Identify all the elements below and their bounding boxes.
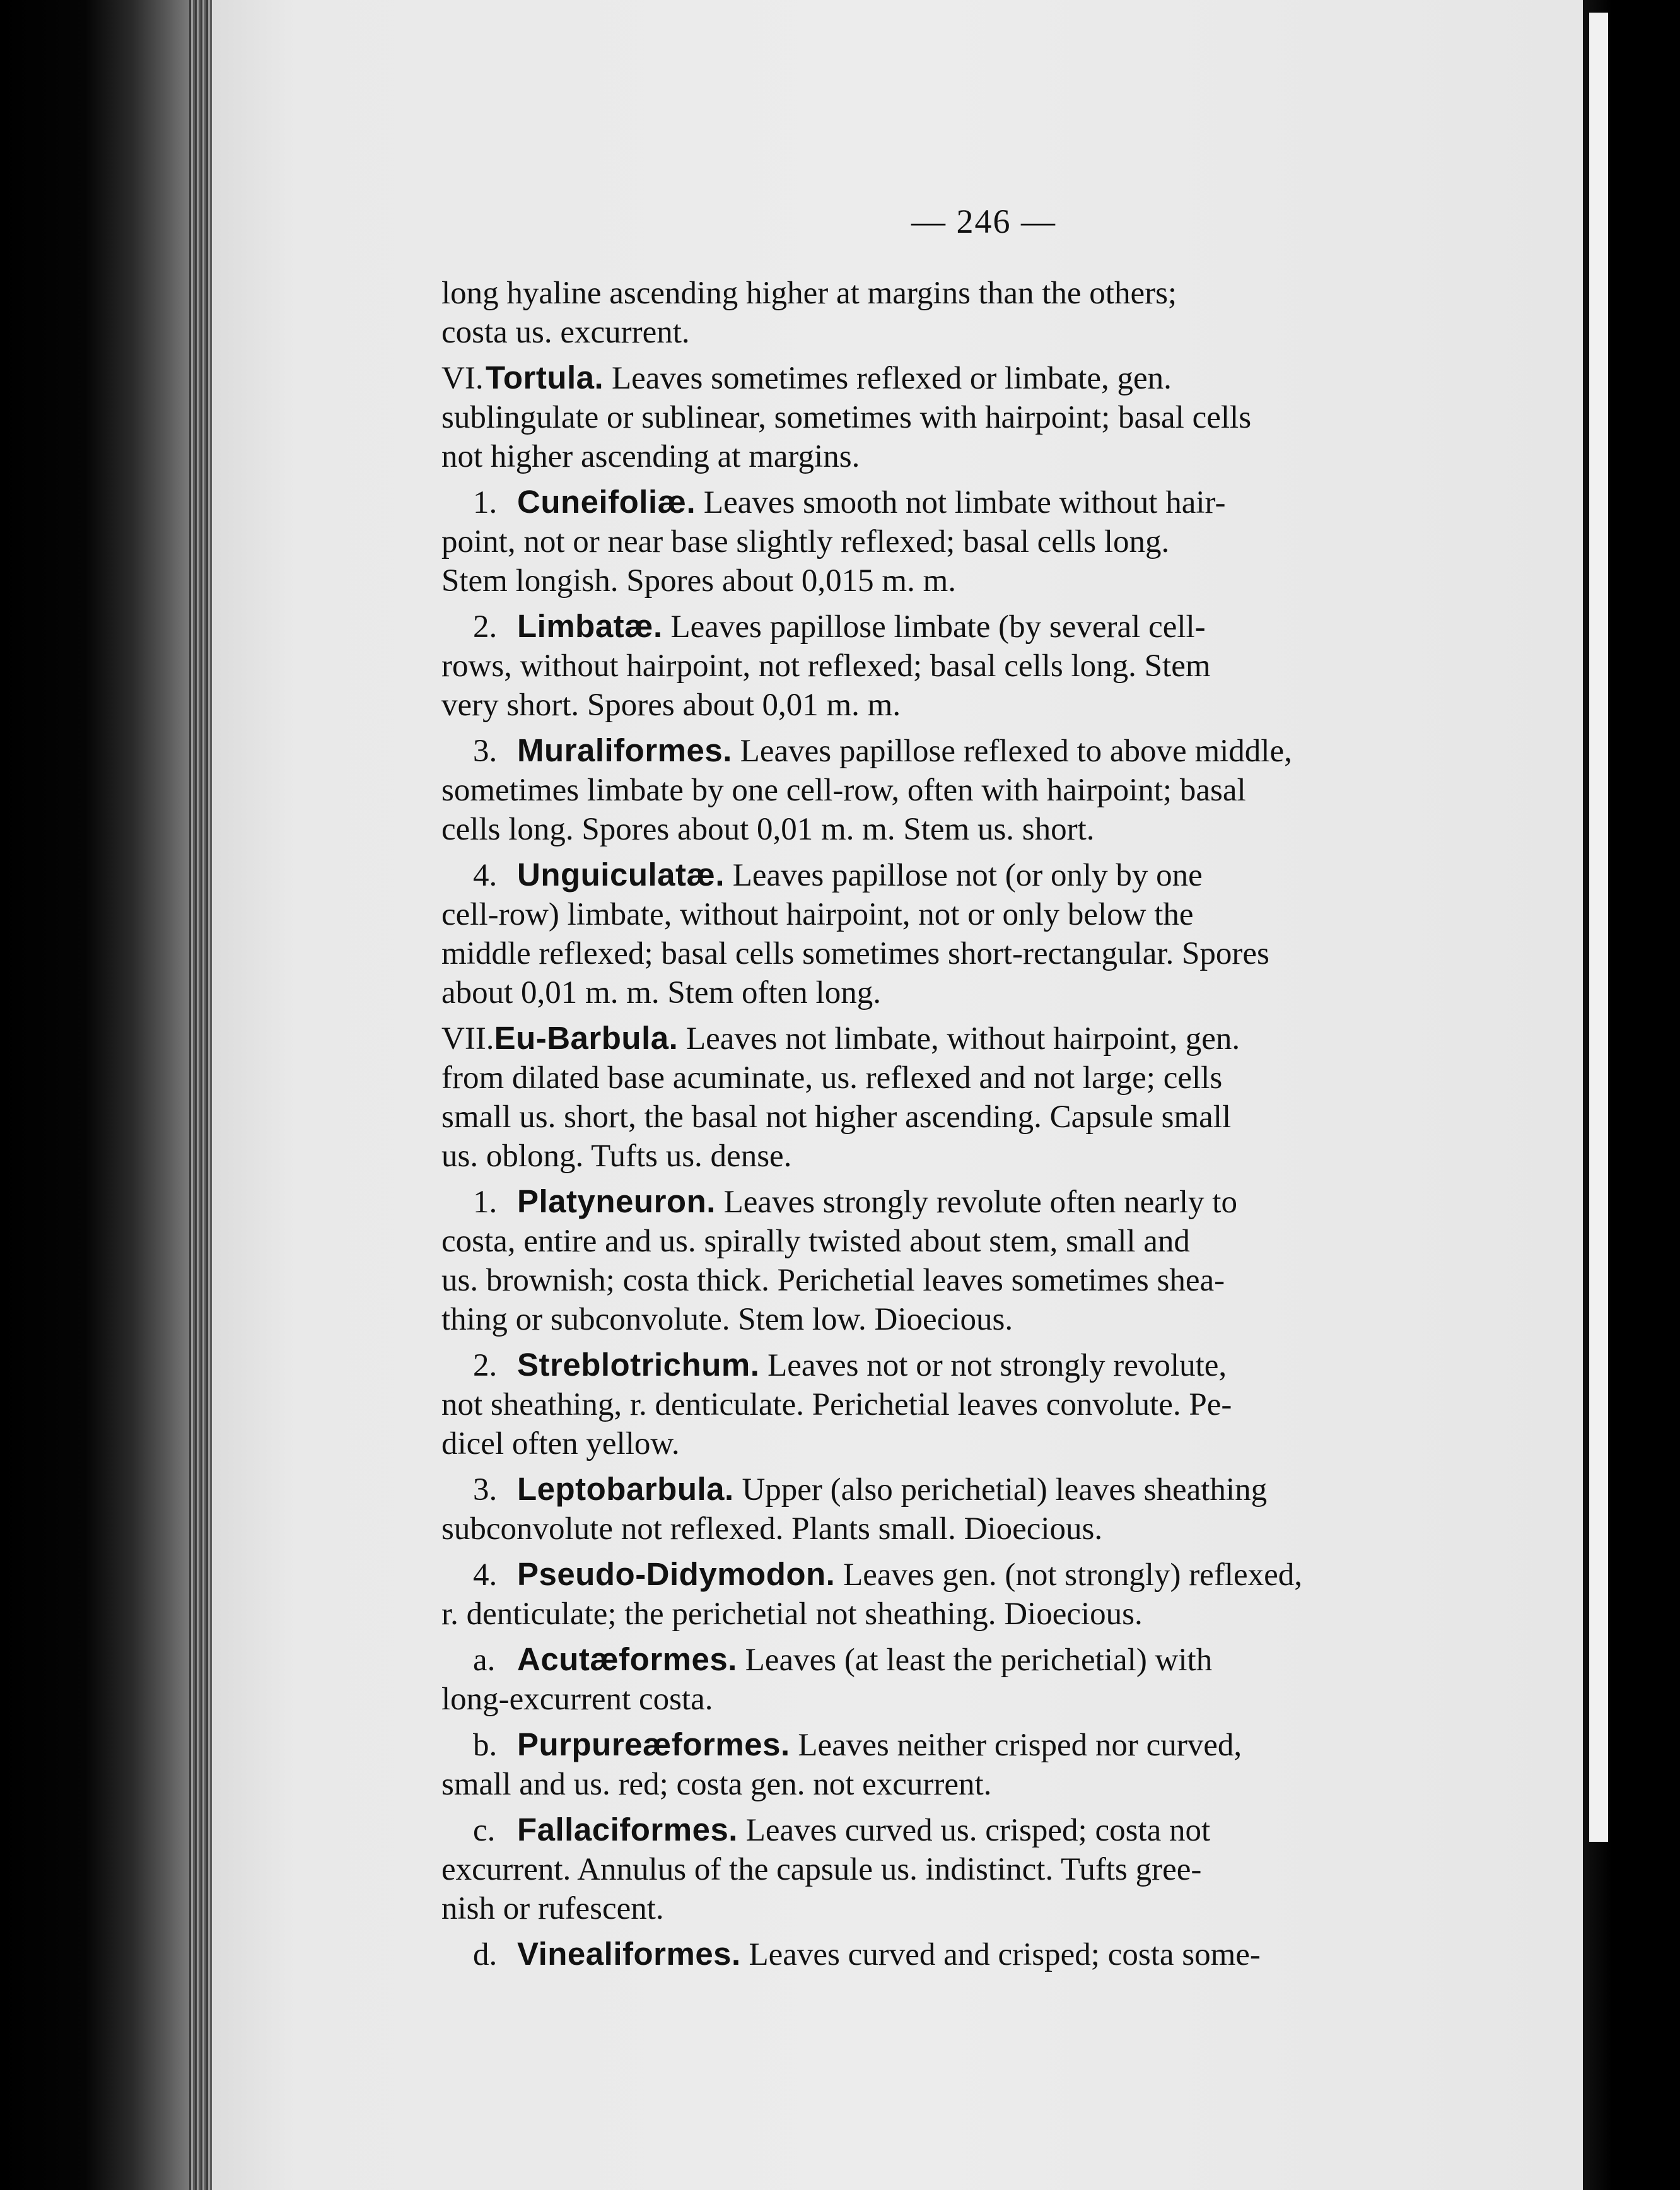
text-line: us. oblong. Tufts us. dense. (441, 1139, 792, 1174)
first-line-text: Leaves neither crisped nor curved, (790, 1728, 1242, 1763)
text-line: dicel often yellow. (441, 1426, 680, 1461)
text-line: nish or rufescent. (441, 1891, 664, 1926)
section-number: 4. (473, 1557, 498, 1593)
paragraph-first-line (441, 731, 1469, 771)
paragraph-first-line (441, 1470, 1469, 1509)
paragraph-first-line (441, 1019, 1469, 1058)
section-heading: Streblotrichum. (517, 1347, 760, 1383)
paragraph-first-line (441, 607, 1469, 647)
text-line: small us. short, the basal not higher ascending. Capsule small (441, 1099, 1232, 1135)
paragraph (441, 1470, 1469, 1549)
section-heading: Pseudo-Didymodon. (517, 1556, 836, 1592)
paragraph (441, 1935, 1469, 1974)
paragraph (441, 274, 1469, 352)
paragraph (441, 1019, 1469, 1176)
first-line-text: Leaves papillose not (or only by one (725, 858, 1203, 893)
page-number: — 246 — (911, 202, 1056, 240)
section-heading: Limbatæ. (517, 608, 663, 644)
paragraph (441, 1810, 1469, 1928)
section-number: 3. (473, 1472, 498, 1508)
paragraph-first-line (441, 1182, 1469, 1222)
section-heading: Fallaciformes. (517, 1812, 738, 1847)
first-line-text: Upper (also perichetial) leaves sheathing (733, 1472, 1268, 1508)
paragraph-first-line (441, 855, 1469, 895)
first-line-text: Leaves strongly revolute often nearly to (715, 1185, 1237, 1220)
text-line: Stem longish. Spores about 0,015 m. m. (441, 563, 956, 599)
paragraph (441, 1640, 1469, 1719)
text-line: thing or subconvolute. Stem low. Dioecious. (441, 1302, 1013, 1337)
section-number: c. (473, 1813, 496, 1848)
paragraph (441, 358, 1469, 476)
text-line: middle reflexed; basal cells sometimes short-rectangular. Spores (441, 936, 1269, 971)
paragraph-first-line (441, 1935, 1469, 1974)
first-line-text: Leaves sometimes reflexed or limbate, gen. (604, 361, 1172, 396)
paragraph-first-line (441, 1640, 1469, 1680)
text-line: not higher ascending at margins. (441, 439, 860, 474)
paragraph (441, 483, 1469, 600)
text-line: very short. Spores about 0,01 m. m. (441, 688, 901, 723)
first-line-text: Leaves papillose reflexed to above middle, (732, 734, 1292, 769)
text-line: about 0,01 m. m. Stem often long. (441, 975, 881, 1010)
section-number: 3. (473, 734, 498, 769)
text-line: not sheathing, r. denticulate. Perichetial leaves convolute. Pe- (441, 1387, 1232, 1422)
paragraph-first-line (441, 1345, 1469, 1385)
paragraph (441, 731, 1469, 849)
text-line: long hyaline ascending higher at margins than the others; (441, 276, 1177, 311)
section-heading: Cuneifoliæ. (517, 484, 696, 520)
paragraph-first-line (441, 483, 1469, 522)
paragraph (441, 1555, 1469, 1634)
paragraph-list (441, 274, 1469, 1974)
next-page-edge (1589, 13, 1608, 1842)
section-heading: Acutæformes. (517, 1641, 737, 1677)
paragraph-first-line (441, 1555, 1469, 1595)
first-line-text: Leaves (at least the perichetial) with (737, 1642, 1213, 1678)
paragraph-first-line (441, 358, 1469, 398)
first-line-text: Leaves gen. (not strongly) reflexed, (835, 1557, 1302, 1593)
text-line: rows, without hairpoint, not reflexed; basal cells long. Stem (441, 648, 1211, 684)
text-line: us. brownish; costa thick. Perichetial leaves sometimes shea- (441, 1263, 1225, 1298)
text-line: r. denticulate; the perichetial not sheathing. Dioecious. (441, 1596, 1143, 1632)
section-number: VI. (441, 361, 484, 396)
section-number: a. (473, 1642, 496, 1678)
section-heading: Muraliformes. (517, 732, 732, 768)
section-heading: Leptobarbula. (517, 1471, 734, 1507)
page-text (441, 202, 1469, 1974)
section-heading: Platyneuron. (517, 1183, 716, 1219)
section-number: 1. (473, 1185, 498, 1220)
section-heading: Eu-Barbula. (494, 1020, 679, 1056)
first-line-text: Leaves smooth not limbate without hair- (696, 485, 1226, 520)
first-line-text: Leaves not or not strongly revolute, (759, 1348, 1227, 1383)
text-line: cells long. Spores about 0,01 m. m. Stem us. short. (441, 812, 1095, 847)
text-line: sometimes limbate by one cell-row, often with hairpoint; basal (441, 773, 1246, 808)
section-number: VII. (441, 1021, 494, 1057)
section-number: d. (473, 1937, 498, 1972)
paragraph (441, 1182, 1469, 1339)
first-line-text: Leaves not limbate, without hairpoint, gen. (678, 1021, 1240, 1057)
section-heading: Unguiculatæ. (517, 857, 725, 893)
page-edges (189, 0, 214, 2190)
first-line-text: Leaves curved and crisped; costa some- (740, 1937, 1261, 1972)
paragraph (441, 855, 1469, 1012)
text-line: costa us. excurrent. (441, 315, 690, 350)
paragraph-first-line (441, 1810, 1469, 1850)
text-line: long-excurrent costa. (441, 1682, 713, 1717)
section-number: 2. (473, 1348, 498, 1383)
section-number: b. (473, 1728, 498, 1763)
text-line: costa, entire and us. spirally twisted about stem, small and (441, 1224, 1190, 1259)
paragraph (441, 607, 1469, 725)
first-line-text: Leaves papillose limbate (by several cell- (662, 609, 1206, 645)
text-line: small and us. red; costa gen. not excurrent. (441, 1767, 992, 1802)
text-line: excurrent. Annulus of the capsule us. indistinct. Tufts gree- (441, 1852, 1202, 1887)
text-line: sublingulate or sublinear, sometimes with hairpoint; basal cells (441, 400, 1252, 435)
text-line: subconvolute not reflexed. Plants small. Dioecious. (441, 1511, 1103, 1547)
first-line-text: Leaves curved us. crisped; costa not (737, 1813, 1211, 1848)
text-line: point, not or near base slightly reflexed; basal cells long. (441, 524, 1170, 559)
section-number: 4. (473, 858, 498, 893)
section-heading: Tortula. (486, 360, 604, 395)
section-number: 2. (473, 609, 498, 645)
text-line: cell-row) limbate, without hairpoint, not or only below the (441, 897, 1194, 932)
paragraph-first-line (441, 1725, 1469, 1765)
section-heading: Purpureæformes. (517, 1726, 790, 1762)
scan-dark-margin (0, 0, 189, 2190)
text-line: from dilated base acuminate, us. reflexed and not large; cells (441, 1060, 1223, 1096)
section-heading: Vinealiformes. (517, 1936, 741, 1972)
paragraph (441, 1725, 1469, 1804)
paragraph (441, 1345, 1469, 1463)
section-number: 1. (473, 485, 498, 520)
